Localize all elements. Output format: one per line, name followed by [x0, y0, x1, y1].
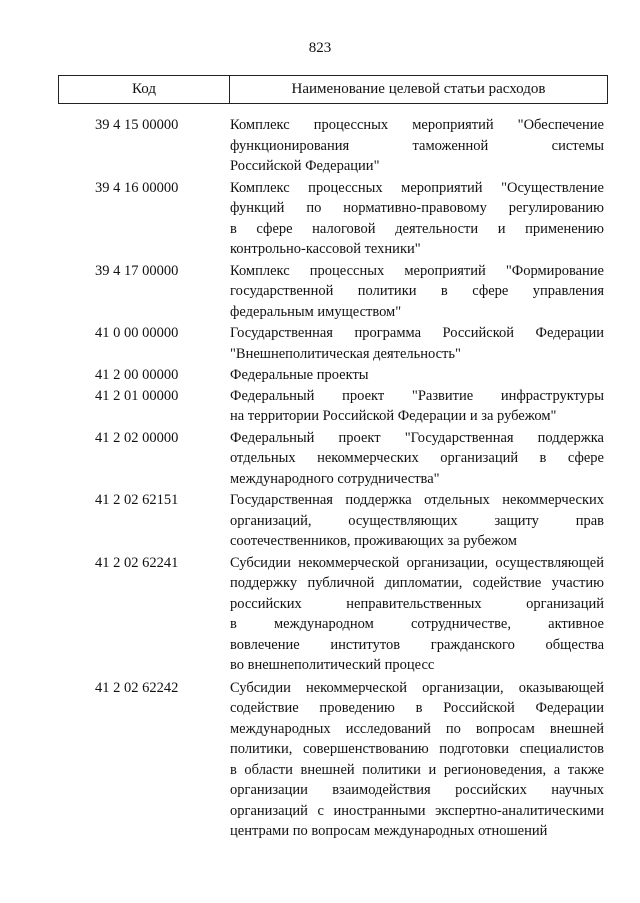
table-row	[0, 553, 640, 676]
row-description-line: Государственная поддержка отдельных некоммерческих	[230, 492, 604, 508]
row-description-line: Федеральный проект "Государственная поддержка	[230, 429, 604, 446]
row-code: 41 2 01 00000	[95, 387, 179, 404]
row-description	[230, 178, 604, 260]
row-code: 41 2 02 00000	[95, 429, 179, 446]
row-description-line: Российской Федерации"	[230, 158, 380, 174]
row-description-line: федеральным имуществом"	[230, 303, 402, 320]
row-description	[230, 678, 604, 842]
row-code: 39 4 17 00000	[95, 262, 179, 279]
row-description-line: государственной политики в сфере управления	[230, 283, 604, 299]
table-row	[0, 261, 640, 323]
page-number: 823	[308, 40, 332, 56]
row-description	[230, 553, 604, 676]
row-description	[230, 365, 604, 386]
row-description-line: отдельных некоммерческих организаций в сфере	[230, 450, 604, 466]
row-description-line: Субсидии некоммерческой организации, оказывающей	[230, 679, 604, 696]
table-row	[0, 386, 640, 427]
row-description-line: Комплекс процессных мероприятий "Осуществление	[230, 179, 604, 196]
row-description-line: центрами по вопросам международных отношений	[230, 823, 548, 839]
row-description-line: Комплекс процессных мероприятий "Формирование	[230, 262, 604, 279]
row-code: 41 2 02 62151	[95, 492, 179, 508]
table-row	[0, 428, 640, 490]
column-header-name: Наименование целевой статьи расходов	[291, 81, 546, 97]
row-description-line: организаций, осуществляющих защиту прав	[230, 512, 604, 529]
row-description-line: российских неправительственных организаций	[230, 595, 604, 612]
row-description-line: Федеральные проекты	[230, 367, 369, 383]
row-description-line: международного сотрудничества"	[230, 470, 440, 487]
table-row	[0, 678, 640, 842]
row-description-line: контрольно-кассовой техники"	[230, 241, 421, 257]
row-description-line: Федеральный проект "Развитие инфраструктуры	[230, 387, 604, 404]
row-description	[230, 386, 604, 427]
row-description	[230, 428, 604, 490]
table-row	[0, 365, 640, 386]
row-description-line: содействие проведению в Российской Федерации	[230, 700, 604, 716]
table-row	[0, 115, 640, 177]
row-description	[230, 115, 604, 177]
row-description	[230, 261, 604, 323]
row-description-line: функций по нормативно-правовому регулированию	[230, 200, 604, 216]
row-code: 41 0 00 00000	[95, 325, 179, 341]
row-description-line: политики, совершенствованию подготовки специалистов	[230, 741, 604, 757]
row-code: 41 2 02 62241	[95, 554, 179, 571]
row-description-line: организации взаимодействия российских научных	[230, 782, 604, 798]
row-description-line: организаций с иностранными экспертно-аналитическими	[230, 802, 604, 819]
row-description-line: в международном сотрудничестве, активное	[230, 616, 604, 632]
row-description-line: "Внешнеполитическая деятельность"	[230, 345, 461, 362]
row-description-line: в области внешней политики и регионоведения, а также	[230, 761, 604, 778]
row-description-line: соотечественников, проживающих за рубежом	[230, 533, 517, 549]
table-row	[0, 323, 640, 364]
row-code: 41 2 02 62242	[95, 679, 179, 696]
row-description	[230, 490, 604, 552]
row-description-line: во внешнеполитический процесс	[230, 657, 435, 673]
row-description-line: в сфере налоговой деятельности и применению	[230, 220, 604, 237]
row-description-line: международных исследований по вопросам внешней	[230, 720, 604, 737]
row-code: 39 4 16 00000	[95, 179, 179, 196]
table-row	[0, 178, 640, 260]
row-code: 39 4 15 00000	[95, 117, 179, 133]
row-description	[230, 323, 604, 364]
budget-items-list	[0, 115, 640, 842]
row-description-line: Субсидии некоммерческой организации, осуществляющей	[230, 554, 604, 571]
row-description-line: Комплекс процессных мероприятий "Обеспечение	[230, 117, 604, 133]
row-description-line: функционирования таможенной системы	[230, 137, 604, 154]
column-header-code: Код	[59, 76, 230, 103]
row-description-line: Государственная программа Российской Федерации	[230, 325, 604, 341]
table-header	[58, 75, 608, 104]
row-code: 41 2 00 00000	[95, 367, 179, 383]
row-description-line: поддержку публичной дипломатии, содействие участию	[230, 575, 604, 591]
row-description-line: вовлечение институтов гражданского общества	[230, 636, 604, 653]
row-description-line: на территории Российской Федерации и за рубежом"	[230, 408, 557, 424]
table-row	[0, 490, 640, 552]
